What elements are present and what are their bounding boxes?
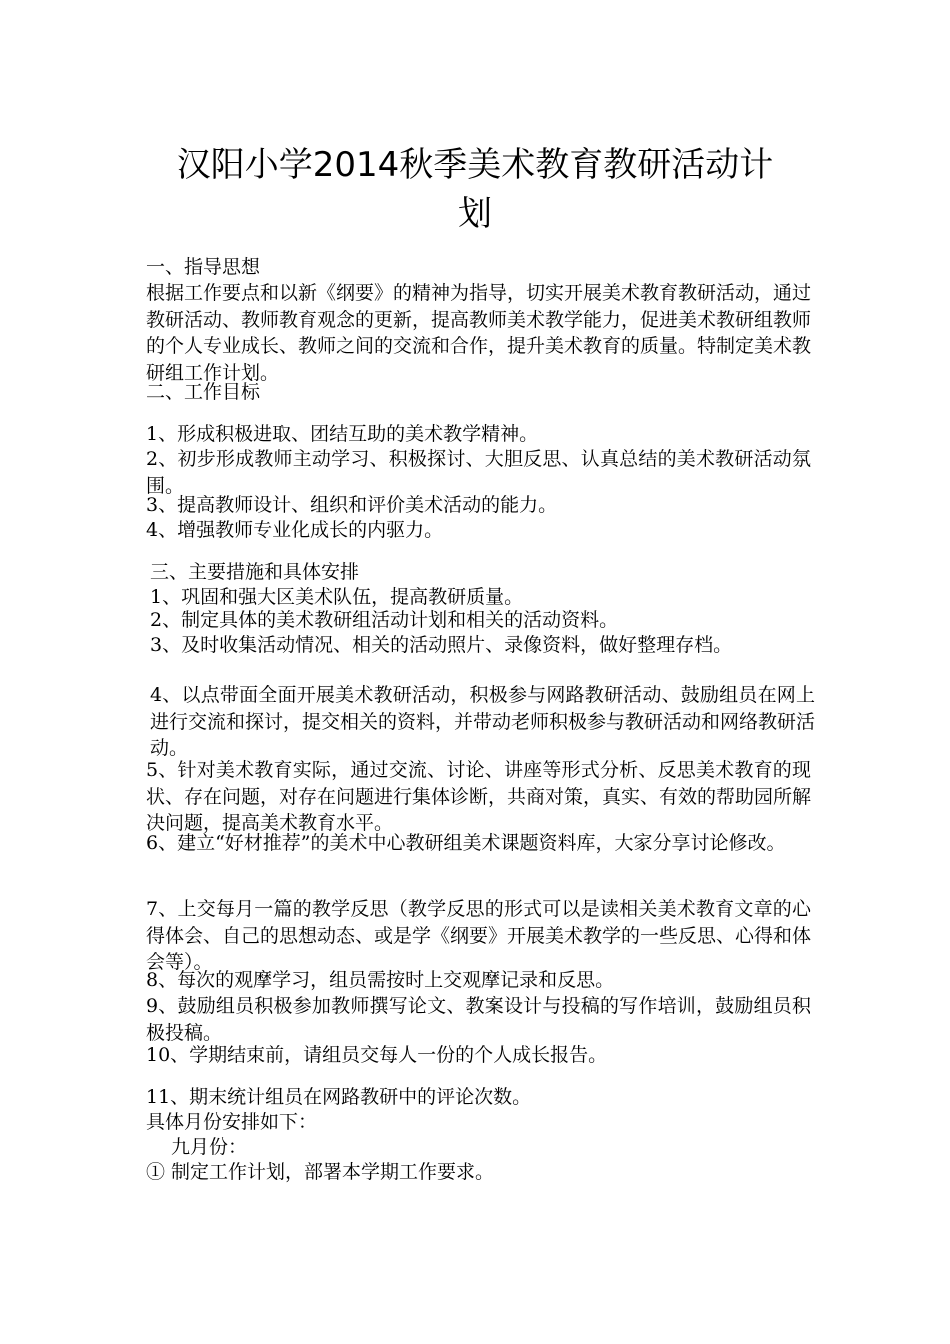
document-title-line-1: 汉阳小学2014秋季美术教育教研活动计 bbox=[176, 145, 774, 185]
september-item: ① 制定工作计划，部署本学期工作要求。 bbox=[146, 1161, 495, 1183]
measure-item: 1、巩固和强大区美术队伍，提高教研质量。 bbox=[150, 586, 524, 608]
section-heading-work-goals: 二、工作目标 bbox=[146, 381, 261, 403]
goal-item: 1、形成积极进取、团结互助的美术教学精神。 bbox=[146, 423, 539, 445]
measure-item: 8、每次的观摩学习，组员需按时上交观摩记录和反思。 bbox=[146, 969, 615, 991]
measure-item: 10、学期结束前，请组员交每人一份的个人成长报告。 bbox=[146, 1044, 608, 1066]
measure-item: 7、上交每月一篇的教学反思（教学反思的形式可以是读相关美术教育文章的心得体会、自己的思想动态、或是学《纲要》开展美术教学的一些反思、心得和体会等）。 bbox=[146, 898, 812, 973]
schedule-intro: 具体月份安排如下： bbox=[146, 1111, 318, 1133]
measure-item: 11、期末统计组员在网路教研中的评论次数。 bbox=[146, 1086, 532, 1108]
measure-item: 5、针对美术教育实际，通过交流、讨论、讲座等形式分析、反思美术教育的现状、存在问题，对存在问题进行集体诊断，共商对策，真实、有效的帮助园所解决问题，提高美术教育水平。 bbox=[146, 759, 812, 834]
measure-item: 3、及时收集活动情况、相关的活动照片、录像资料，做好整理存档。 bbox=[150, 634, 733, 656]
measure-item: 6、建立“好材推荐”的美术中心教研组美术课题资料库，大家分享讨论修改。 bbox=[146, 832, 786, 854]
measure-item: 4、以点带面全面开展美术教研活动，积极参与网路教研活动、鼓励组员在网上进行交流和探讨，提交相关的资料，并带动老师积极参与教研活动和网络教研活动。 bbox=[150, 684, 816, 759]
month-heading-september: 九月份： bbox=[171, 1136, 248, 1158]
goal-item: 3、提高教师设计、组织和评价美术活动的能力。 bbox=[146, 494, 558, 516]
measure-item: 2、制定具体的美术教研组活动计划和相关的活动资料。 bbox=[150, 609, 619, 631]
measure-item: 9、鼓励组员积极参加教师撰写论文、教案设计与投稿的写作培训，鼓励组员积极投稿。 bbox=[146, 995, 811, 1044]
document-title-line-2: 划 bbox=[458, 194, 492, 234]
goal-item: 2、初步形成教师主动学习、积极探讨、大胆反思、认真总结的美术教研活动氛围。 bbox=[146, 448, 811, 497]
goal-item: 4、增强教师专业化成长的内驱力。 bbox=[146, 519, 444, 541]
section-body-guiding-thought: 根据工作要点和以新《纲要》的精神为指导，切实开展美术教育教研活动，通过教研活动、教师教育观念的更新，提高教师美术教学能力，促进美术教研组教师的个人专业成长、教师之间的交流和合作，提升美术教育的质量。特制定美术教研组工作计划。 bbox=[146, 282, 812, 384]
section-heading-guiding-thought: 一、指导思想 bbox=[146, 256, 261, 278]
section-heading-measures: 三、主要措施和具体安排 bbox=[150, 561, 360, 583]
